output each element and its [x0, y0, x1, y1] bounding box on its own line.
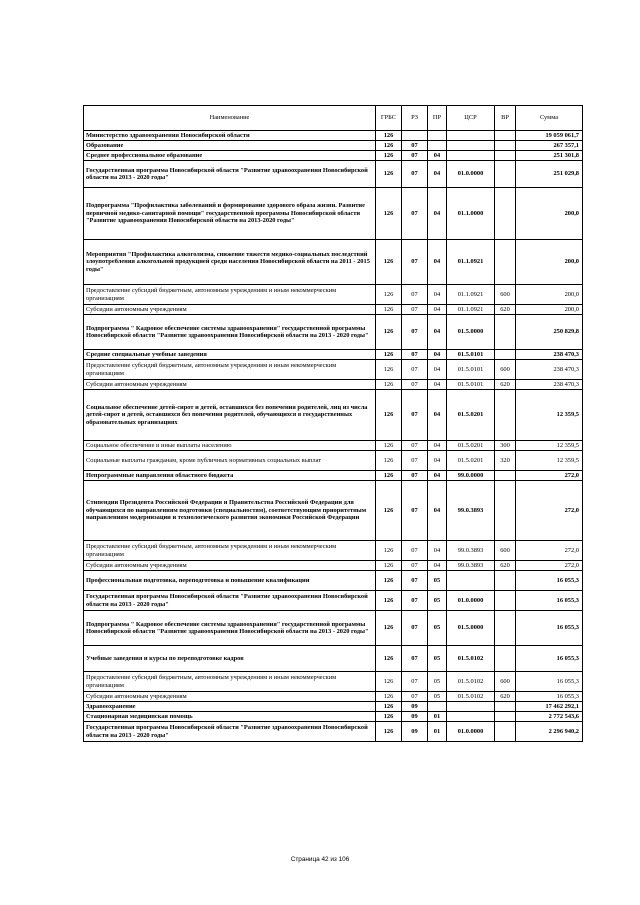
cell-rz: 07 [402, 360, 428, 380]
cell-rz: 07 [402, 451, 428, 471]
cell-pr: 01 [428, 722, 447, 742]
cell-grbs: 126 [376, 188, 402, 240]
cell-vr [495, 471, 516, 481]
cell-rz: 09 [402, 722, 428, 742]
table-row [84, 571, 583, 591]
cell-vr: 600 [495, 672, 516, 692]
table-row [84, 305, 583, 315]
cell-sum: 200,0 [516, 305, 583, 315]
cell-pr: 04 [428, 481, 447, 541]
cell-grbs: 126 [376, 285, 402, 305]
table-row [84, 672, 583, 692]
cell-csr: 01.5.0102 [447, 692, 495, 702]
table-row [84, 188, 583, 240]
cell-csr: 99.0.0000 [447, 471, 495, 481]
cell-sum: 272,0 [516, 541, 583, 561]
cell-csr: 01.0.0000 [447, 591, 495, 611]
cell-name: Социальные выплаты гражданам, кроме публичных нормативных социальных выплат [84, 451, 376, 471]
cell-csr: 01.5.0201 [447, 451, 495, 471]
cell-vr [495, 240, 516, 285]
cell-rz: 07 [402, 315, 428, 350]
table-row [84, 541, 583, 561]
cell-sum: 267 357,1 [516, 141, 583, 151]
cell-vr [495, 611, 516, 646]
cell-rz: 07 [402, 161, 428, 188]
cell-vr: 600 [495, 285, 516, 305]
header-row [84, 106, 583, 131]
cell-csr: 01.5.0102 [447, 646, 495, 672]
cell-sum: 16 055,3 [516, 611, 583, 646]
cell-name: Предоставление субсидий бюджетным, автономным учреждениям и иным некоммерческим организациям [84, 541, 376, 561]
cell-sum: 272,0 [516, 471, 583, 481]
cell-sum: 272,0 [516, 561, 583, 571]
cell-vr: 620 [495, 692, 516, 702]
cell-vr: 620 [495, 380, 516, 390]
cell-pr [428, 702, 447, 712]
cell-pr: 05 [428, 611, 447, 646]
header-sum: Сумма [516, 106, 583, 131]
cell-rz: 07 [402, 285, 428, 305]
header-rz: РЗ [402, 106, 428, 131]
cell-grbs: 126 [376, 591, 402, 611]
cell-csr: 01.1.0000 [447, 188, 495, 240]
table-row [84, 441, 583, 451]
cell-csr [447, 712, 495, 722]
cell-grbs: 126 [376, 702, 402, 712]
cell-pr: 04 [428, 151, 447, 161]
table-row [84, 591, 583, 611]
cell-csr: 01.5.0000 [447, 611, 495, 646]
table-row [84, 390, 583, 441]
cell-grbs: 126 [376, 151, 402, 161]
table-row [84, 471, 583, 481]
cell-vr [495, 151, 516, 161]
table-row [84, 151, 583, 161]
table-row [84, 161, 583, 188]
cell-sum: 12 359,5 [516, 441, 583, 451]
cell-name: Предоставление субсидий бюджетным, автономным учреждениям и иным некоммерческим организациям [84, 360, 376, 380]
cell-name: Средние специальные учебные заведения [84, 350, 376, 360]
cell-pr: 05 [428, 692, 447, 702]
cell-rz: 07 [402, 390, 428, 441]
cell-rz: 07 [402, 541, 428, 561]
cell-name: Государственная программа Новосибирской области "Развитие здравоохранения Новосибирской области на 2013 - 2020 годы" [84, 161, 376, 188]
cell-name: Министерство здравоохранения Новосибирской области [84, 131, 376, 141]
cell-grbs: 126 [376, 561, 402, 571]
cell-pr: 04 [428, 451, 447, 471]
cell-rz: 07 [402, 441, 428, 451]
cell-sum: 200,0 [516, 285, 583, 305]
cell-csr: 01.1.0921 [447, 285, 495, 305]
cell-csr: 01.5.0101 [447, 360, 495, 380]
table-row [84, 451, 583, 471]
cell-csr: 01.0.0000 [447, 722, 495, 742]
cell-grbs: 126 [376, 541, 402, 561]
cell-rz: 09 [402, 702, 428, 712]
cell-rz: 07 [402, 591, 428, 611]
cell-rz: 07 [402, 305, 428, 315]
cell-grbs: 126 [376, 672, 402, 692]
cell-csr: 99.0.3893 [447, 481, 495, 541]
cell-vr [495, 141, 516, 151]
cell-grbs: 126 [376, 141, 402, 151]
cell-name: Подпрограмма "Профилактика заболеваний и формирование здорового образа жизни. Развитие первичной медико-санитарной помощи" государственной программы Новосибирской области "Развитие здравоохранения Новосибирской области на 2013-2020 годы" [84, 188, 376, 240]
cell-pr: 05 [428, 646, 447, 672]
cell-rz: 07 [402, 141, 428, 151]
cell-name: Субсидии автономным учреждениям [84, 380, 376, 390]
header-csr: ЦСР [447, 106, 495, 131]
cell-pr: 04 [428, 161, 447, 188]
cell-csr: 01.0.0000 [447, 161, 495, 188]
cell-rz: 07 [402, 561, 428, 571]
cell-csr: 01.1.0921 [447, 240, 495, 285]
cell-name: Среднее профессиональное образование [84, 151, 376, 161]
cell-csr: 01.5.0101 [447, 350, 495, 360]
cell-grbs: 126 [376, 722, 402, 742]
cell-pr: 01 [428, 712, 447, 722]
cell-name: Здравоохранение [84, 702, 376, 712]
cell-csr: 01.5.0201 [447, 441, 495, 451]
table-row [84, 561, 583, 571]
cell-name: Подпрограмма " Кадровое обеспечение системы здравоохранения" государственной программы Новосибирской области "Развитие здравоохранения Новосибирской области на 2013 - 2020 годы" [84, 315, 376, 350]
cell-rz: 07 [402, 350, 428, 360]
cell-grbs: 126 [376, 161, 402, 188]
cell-name: Социальное обеспечение и иные выплаты населению [84, 441, 376, 451]
cell-vr: 600 [495, 541, 516, 561]
budget-table [83, 105, 583, 742]
cell-vr: 600 [495, 360, 516, 380]
table-row [84, 702, 583, 712]
cell-vr [495, 646, 516, 672]
cell-csr: 99.0.3893 [447, 561, 495, 571]
cell-name: Субсидии автономным учреждениям [84, 561, 376, 571]
cell-grbs: 126 [376, 471, 402, 481]
cell-grbs: 126 [376, 380, 402, 390]
cell-rz: 07 [402, 481, 428, 541]
cell-rz: 09 [402, 712, 428, 722]
cell-name: Стационарная медицинская помощь [84, 712, 376, 722]
cell-grbs: 126 [376, 646, 402, 672]
cell-csr: 99.0.3893 [447, 541, 495, 561]
cell-grbs: 126 [376, 360, 402, 380]
cell-pr: 04 [428, 315, 447, 350]
cell-rz: 07 [402, 692, 428, 702]
cell-vr: 320 [495, 451, 516, 471]
cell-pr: 05 [428, 571, 447, 591]
cell-csr: 01.5.0000 [447, 315, 495, 350]
cell-rz: 07 [402, 240, 428, 285]
cell-vr [495, 571, 516, 591]
cell-rz: 07 [402, 188, 428, 240]
cell-csr [447, 151, 495, 161]
cell-rz: 07 [402, 672, 428, 692]
cell-name: Государственная программа Новосибирской области "Развитие здравоохранения Новосибирской области на 2013 - 2020 годы" [84, 722, 376, 742]
cell-grbs: 126 [376, 712, 402, 722]
cell-name: Профессиональная подготовка, переподготовка и повышение квалификации [84, 571, 376, 591]
cell-csr [447, 571, 495, 591]
cell-pr: 04 [428, 471, 447, 481]
table-row [84, 380, 583, 390]
cell-rz: 07 [402, 571, 428, 591]
cell-grbs: 126 [376, 441, 402, 451]
cell-csr: 01.1.0921 [447, 305, 495, 315]
cell-vr [495, 131, 516, 141]
table-row [84, 692, 583, 702]
cell-csr: 01.5.0101 [447, 380, 495, 390]
cell-sum: 16 055,3 [516, 646, 583, 672]
cell-pr: 04 [428, 240, 447, 285]
cell-sum: 238 470,3 [516, 350, 583, 360]
cell-sum: 16 055,3 [516, 692, 583, 702]
header-pr: ПР [428, 106, 447, 131]
cell-vr [495, 722, 516, 742]
cell-name: Социальное обеспечение детей-сирот и детей, оставшихся без попечения родителей, лиц из числа детей-сирот и детей, оставшихся без попечения родителей, обучающихся в государственных образовательных организациях [84, 390, 376, 441]
table-row [84, 722, 583, 742]
cell-sum: 17 462 292,1 [516, 702, 583, 712]
cell-grbs: 126 [376, 131, 402, 141]
cell-sum: 238 470,3 [516, 360, 583, 380]
table-row [84, 240, 583, 285]
cell-name: Субсидии автономным учреждениям [84, 692, 376, 702]
cell-rz: 07 [402, 380, 428, 390]
cell-pr: 05 [428, 591, 447, 611]
cell-pr: 04 [428, 360, 447, 380]
cell-vr [495, 481, 516, 541]
cell-pr: 04 [428, 561, 447, 571]
cell-sum: 250 829,8 [516, 315, 583, 350]
cell-name: Непрограммные направления областного бюджета [84, 471, 376, 481]
page-footer: Страница 42 из 106 [290, 856, 350, 863]
cell-sum: 238 470,3 [516, 380, 583, 390]
cell-rz: 07 [402, 471, 428, 481]
cell-pr: 04 [428, 305, 447, 315]
cell-name: Мероприятия "Профилактика алкоголизма, снижение тяжести медико-социальных последствий злоупотребления алкогольной продукцией среди населения Новосибирской области на 2011 - 2015 годы" [84, 240, 376, 285]
table-row [84, 360, 583, 380]
cell-pr: 04 [428, 188, 447, 240]
cell-csr [447, 131, 495, 141]
cell-vr [495, 350, 516, 360]
cell-csr: 01.5.0201 [447, 390, 495, 441]
cell-grbs: 126 [376, 692, 402, 702]
cell-name: Предоставление субсидий бюджетным, автономным учреждениям и иным некоммерческим организациям [84, 285, 376, 305]
cell-sum: 272,0 [516, 481, 583, 541]
cell-pr: 04 [428, 380, 447, 390]
cell-vr [495, 591, 516, 611]
cell-pr: 04 [428, 285, 447, 305]
cell-vr [495, 315, 516, 350]
table-row [84, 611, 583, 646]
cell-name: Государственная программа Новосибирской области "Развитие здравоохранения Новосибирской области на 2013 - 2020 годы" [84, 591, 376, 611]
cell-sum: 12 359,5 [516, 451, 583, 471]
cell-pr [428, 131, 447, 141]
cell-sum: 16 055,3 [516, 591, 583, 611]
table-row [84, 285, 583, 305]
cell-grbs: 126 [376, 611, 402, 646]
cell-vr [495, 390, 516, 441]
cell-rz: 07 [402, 646, 428, 672]
cell-sum: 251 301,8 [516, 151, 583, 161]
table-row [84, 350, 583, 360]
header-name: Наименование [84, 106, 376, 131]
cell-name: Подпрограмма " Кадровое обеспечение системы здравоохранения" государственной программы Новосибирской области "Развитие здравоохранения Новосибирской области на 2013 - 2020 годы" [84, 611, 376, 646]
cell-pr: 05 [428, 672, 447, 692]
cell-grbs: 126 [376, 451, 402, 471]
cell-name: Предоставление субсидий бюджетным, автономным учреждениям и иным некоммерческим организациям [84, 672, 376, 692]
cell-sum: 12 359,5 [516, 390, 583, 441]
cell-pr: 04 [428, 390, 447, 441]
cell-rz [402, 131, 428, 141]
cell-csr [447, 141, 495, 151]
cell-rz: 07 [402, 151, 428, 161]
cell-sum: 2 772 543,6 [516, 712, 583, 722]
cell-sum: 16 055,3 [516, 672, 583, 692]
cell-csr: 01.5.0102 [447, 672, 495, 692]
cell-vr [495, 161, 516, 188]
cell-grbs: 126 [376, 240, 402, 285]
cell-pr: 04 [428, 541, 447, 561]
cell-vr [495, 188, 516, 240]
cell-csr [447, 702, 495, 712]
cell-sum: 200,0 [516, 188, 583, 240]
cell-name: Субсидии автономным учреждениям [84, 305, 376, 315]
cell-grbs: 126 [376, 571, 402, 591]
header-vr: ВР [495, 106, 516, 131]
cell-sum: 16 055,3 [516, 571, 583, 591]
cell-pr: 04 [428, 441, 447, 451]
cell-vr: 300 [495, 441, 516, 451]
table-row [84, 481, 583, 541]
cell-grbs: 126 [376, 390, 402, 441]
table-row [84, 712, 583, 722]
table-row [84, 646, 583, 672]
cell-grbs: 126 [376, 315, 402, 350]
cell-vr: 620 [495, 305, 516, 315]
cell-grbs: 126 [376, 305, 402, 315]
cell-sum: 200,0 [516, 240, 583, 285]
table-row [84, 141, 583, 151]
cell-vr [495, 702, 516, 712]
cell-grbs: 126 [376, 350, 402, 360]
cell-rz: 07 [402, 611, 428, 646]
cell-sum: 19 059 061,7 [516, 131, 583, 141]
table-row [84, 315, 583, 350]
cell-name: Стипендии Президента Российской Федерации и Правительства Российской Федерации для обучающихся по направлениям подготовки (специальностям), соответствующим приоритетным направлениям модернизации и технологического развития экономики Российской Федерации [84, 481, 376, 541]
header-grbs: ГРБС [376, 106, 402, 131]
cell-vr: 620 [495, 561, 516, 571]
cell-sum: 251 029,8 [516, 161, 583, 188]
cell-vr [495, 712, 516, 722]
cell-pr: 04 [428, 350, 447, 360]
cell-grbs: 126 [376, 481, 402, 541]
cell-sum: 2 296 940,2 [516, 722, 583, 742]
cell-name: Учебные заведения и курсы по переподготовке кадров [84, 646, 376, 672]
table-row [84, 131, 583, 141]
cell-pr [428, 141, 447, 151]
cell-name: Образование [84, 141, 376, 151]
